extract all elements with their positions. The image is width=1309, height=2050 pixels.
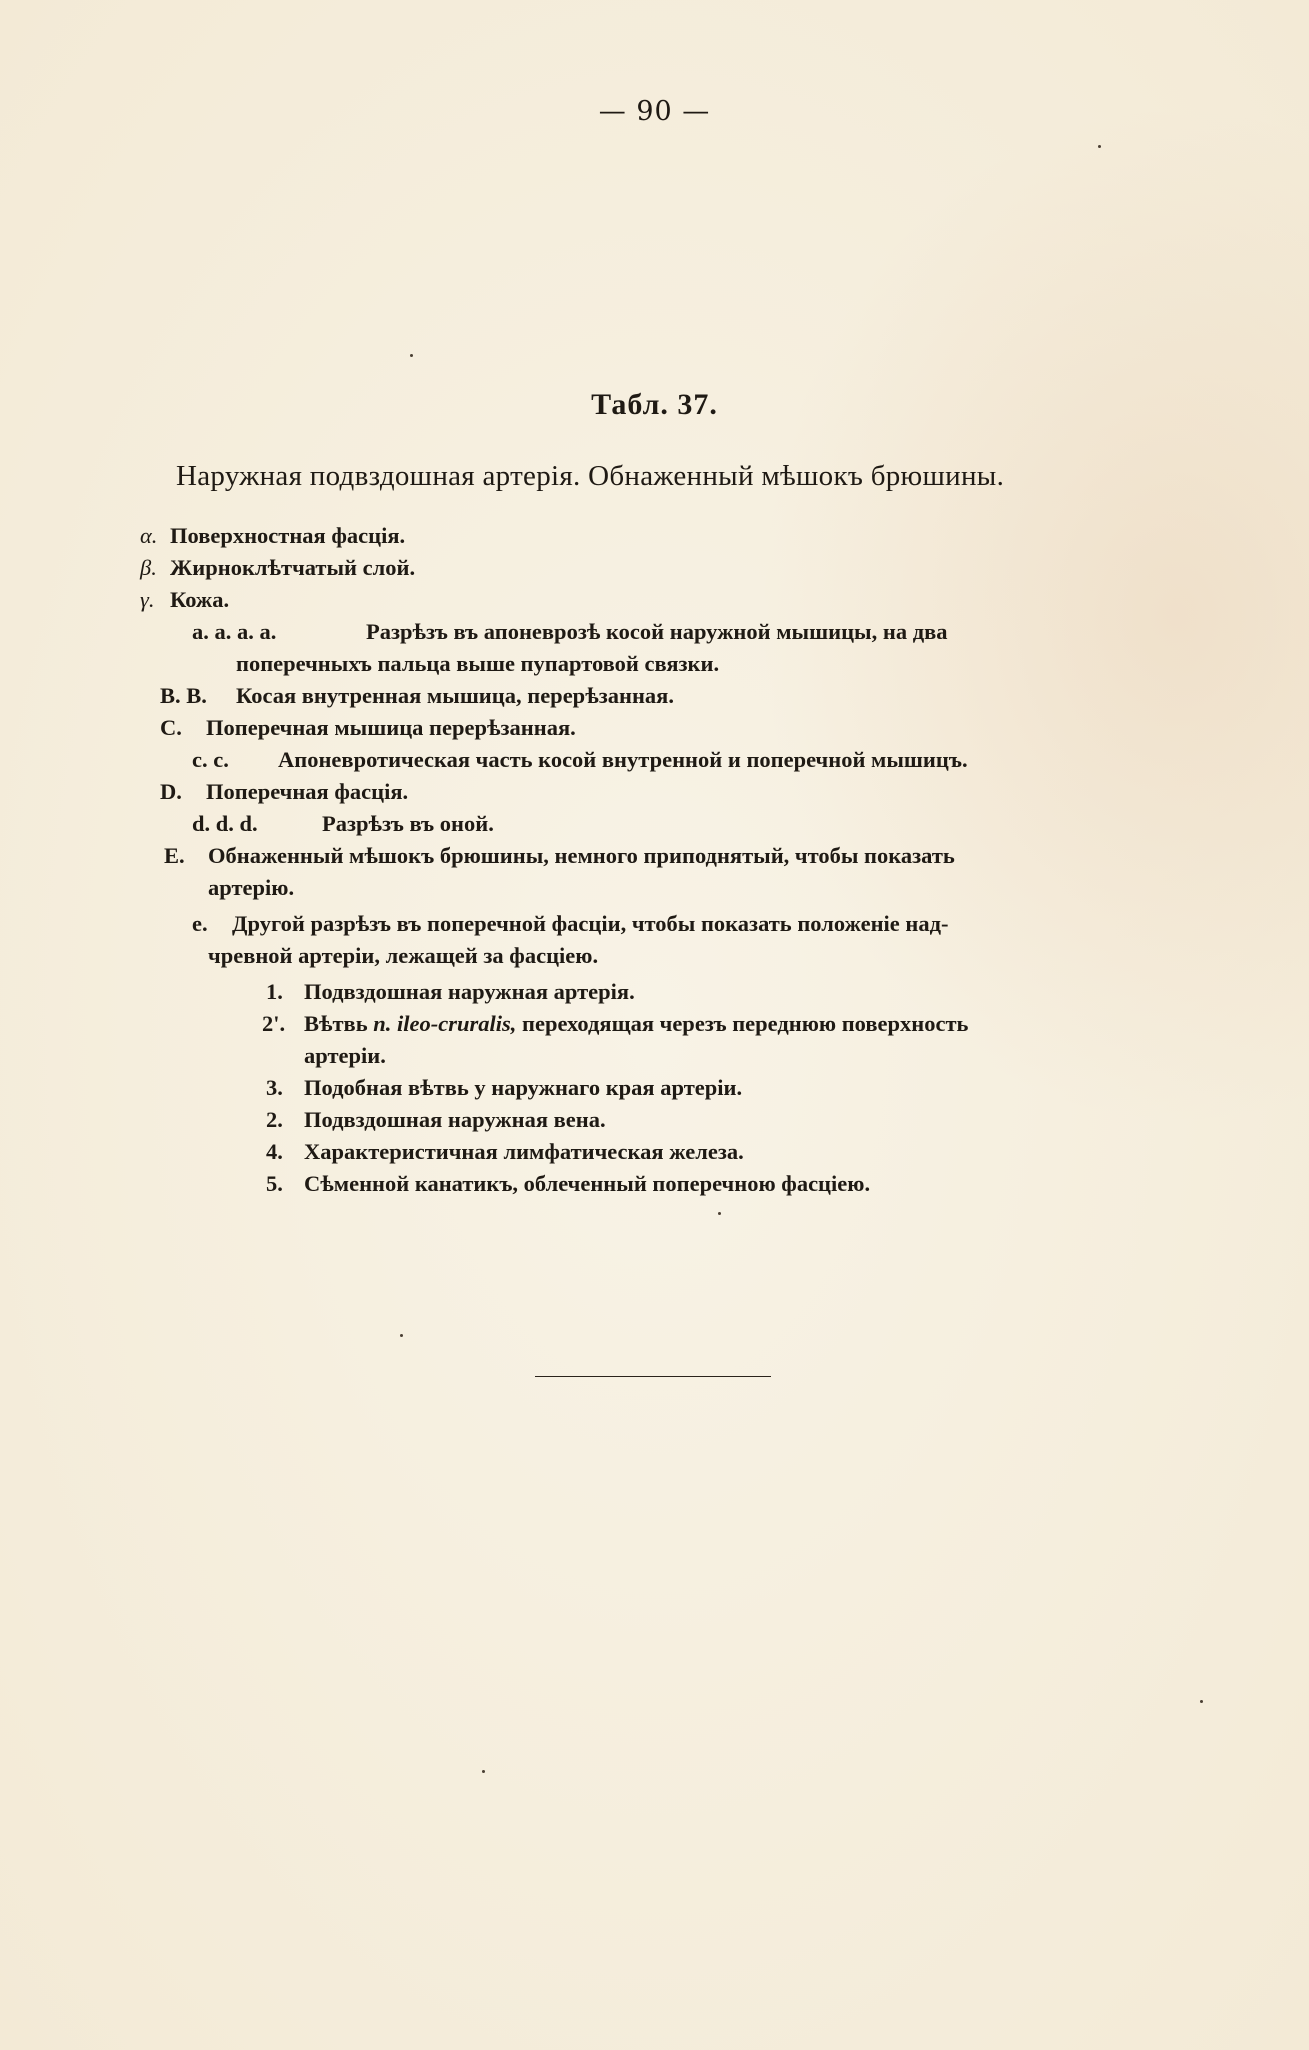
legend-label: d. d. d. <box>192 811 258 836</box>
legend-text-part: переходящая черезъ переднюю поверхность <box>516 1011 969 1036</box>
legend-text: Подвздошная наружная вена. <box>304 1107 606 1132</box>
legend-text-part: Вѣтвь <box>304 1011 374 1036</box>
legend-label: 5. <box>266 1171 283 1196</box>
legend-label: 2. <box>266 1107 283 1132</box>
legend-label: γ. <box>140 587 155 612</box>
paper-speck <box>482 1770 485 1773</box>
legend-text: Косая внутренная мышица, перерѣзанная. <box>236 683 674 708</box>
legend-label: a. a. a. a. <box>192 619 277 644</box>
legend-label: 2'. <box>262 1011 286 1036</box>
legend-text: Поверхностная фасція. <box>170 523 406 548</box>
legend-text: Поперечная фасція. <box>206 779 409 804</box>
legend-text: Апоневротическая часть косой внутренной и поперечной мышицъ. <box>278 747 968 772</box>
end-rule <box>535 1376 771 1377</box>
legend-text: Разрѣзъ въ апоневрозѣ косой наружной мышицы, на два <box>366 619 948 644</box>
legend-text: Характеристичная лимфатическая железа. <box>304 1139 744 1164</box>
legend-text: Подобная вѣтвь у наружнаго края артеріи. <box>304 1075 743 1100</box>
paper-speck <box>1098 145 1101 148</box>
legend-label: c. c. <box>192 747 229 772</box>
legend-label: α. <box>140 523 158 548</box>
legend-label: 1. <box>266 979 283 1004</box>
paper-speck <box>718 1212 721 1215</box>
legend-label: E. <box>164 843 185 868</box>
legend-text-continuation: поперечныхъ пальца выше пупартовой связки. <box>236 651 720 676</box>
plate-subtitle: Наружная подвздошная артерія. Обнаженный мѣшокъ брюшины. <box>176 460 1005 492</box>
nerve-name: n. ileo-cruralis, <box>373 1011 517 1036</box>
paper-speck <box>410 354 413 357</box>
paper-speck <box>1200 1700 1203 1703</box>
legend-label: 3. <box>266 1075 283 1100</box>
legend-label: 4. <box>266 1139 283 1164</box>
page-number: — 90 — <box>598 96 711 127</box>
legend-text: Разрѣзъ въ оной. <box>322 811 494 836</box>
legend-text-continuation: артерію. <box>208 875 295 900</box>
legend-label: B. B. <box>160 683 207 708</box>
paper-speck <box>400 1334 403 1337</box>
plate-title: Табл. 37. <box>591 388 718 421</box>
legend-label: e. <box>192 911 208 936</box>
legend-text: Подвздошная наружная артерія. <box>304 979 635 1004</box>
legend-label: D. <box>160 779 182 804</box>
legend-label: β. <box>140 555 157 580</box>
legend-text: Жирноклѣтчатый слой. <box>170 555 416 580</box>
legend-label: C. <box>160 715 182 740</box>
legend-text <box>304 1008 968 1040</box>
legend-text: Сѣменной канатикъ, облеченный поперечною фасціею. <box>304 1171 871 1196</box>
legend-text: Другой разрѣзъ въ поперечной фасціи, чтобы показать положеніе над- <box>232 911 949 936</box>
legend-text-continuation: артеріи. <box>304 1043 386 1068</box>
legend-text: Обнаженный мѣшокъ брюшины, немного приподнятый, чтобы показать <box>208 843 955 868</box>
legend-text: Поперечная мышица перерѣзанная. <box>206 715 576 740</box>
legend-text-continuation: чревной артеріи, лежащей за фасціею. <box>208 943 599 968</box>
legend-text: Кожа. <box>170 587 230 612</box>
